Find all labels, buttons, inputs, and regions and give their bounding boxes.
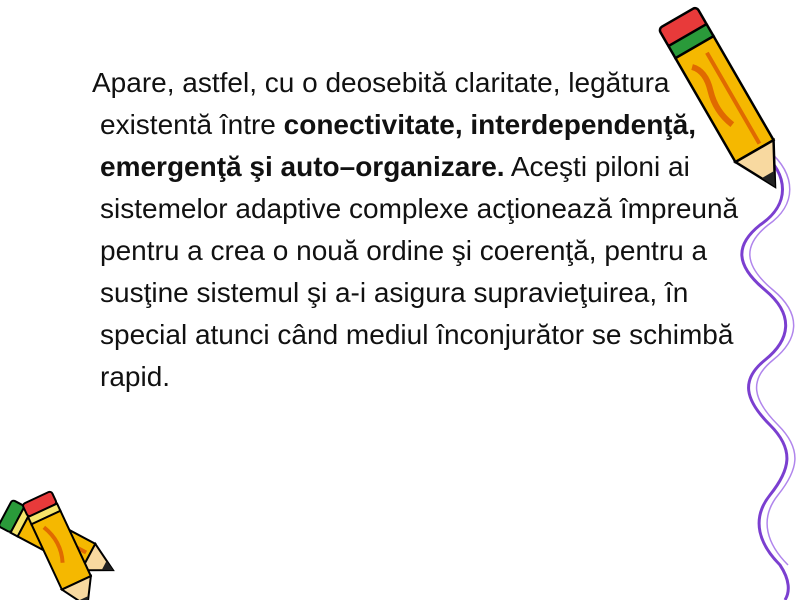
paragraph-intro: Apare, astfel, cu o deosebită claritate, legătura existentă între — [92, 67, 670, 140]
paragraph-body: Aceşti piloni ai sistemelor adaptive complexe acţionează împreună pentru a crea o nouă ordine şi coerenţă, pentru a susţine sistemul şi a-i asigura supravieţuirea, în special atunci când mediul înconjurător se schimbă rapid. — [100, 151, 739, 392]
paragraph-bold-terms: conectivitate, interdependenţă, emergenţă şi auto–organizare. — [100, 109, 696, 182]
pencil-icon — [650, 0, 800, 200]
pencils-icon — [0, 480, 140, 600]
